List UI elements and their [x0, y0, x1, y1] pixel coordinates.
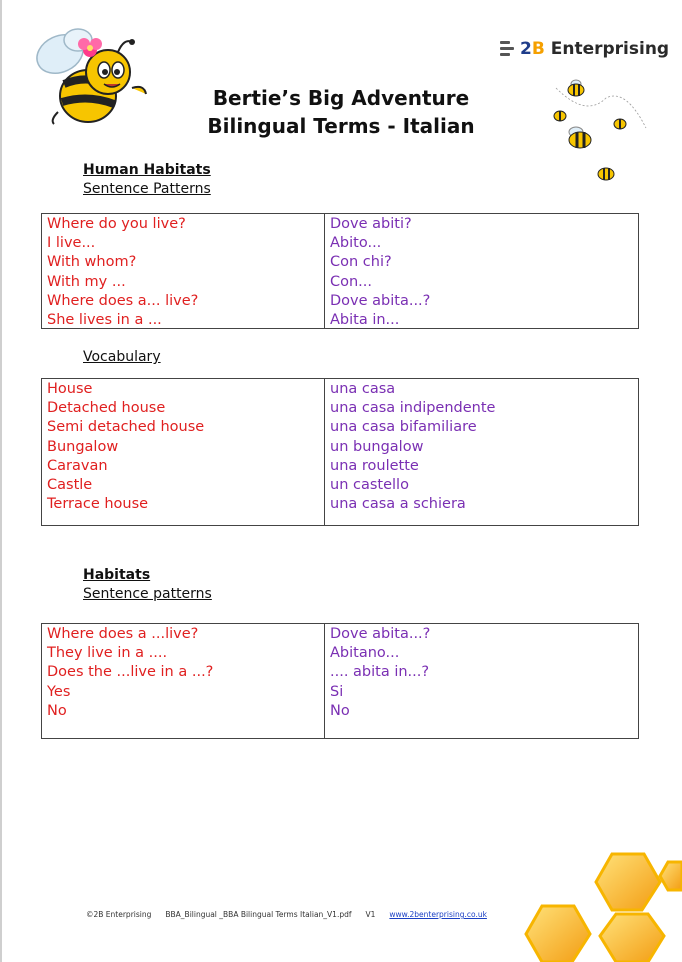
- title-line-1: Bertie’s Big Adventure: [212, 86, 470, 110]
- italian-term: Abita in...: [330, 312, 400, 329]
- italian-term: .... abita in...?: [330, 664, 430, 681]
- english-term: Where does a... live?: [47, 292, 199, 309]
- italian-term: No: [330, 702, 350, 719]
- english-term: Yes: [47, 683, 71, 700]
- italian-term: una casa a schiera: [330, 496, 466, 513]
- footer-filename: BBA_Bilingual _BBA Bilingual Terms Italian_V1.pdf: [165, 910, 352, 919]
- italian-term: Dove abiti?: [330, 216, 412, 232]
- section-heading-habitats: Habitats: [83, 567, 151, 583]
- italian-column: [325, 214, 638, 328]
- terms-table-vocabulary: [41, 378, 639, 526]
- english-term: Bungalow: [47, 438, 119, 455]
- italian-term: una casa indipendente: [330, 400, 496, 417]
- english-term: They live in a ....: [47, 645, 168, 662]
- italian-term: Con chi?: [330, 254, 392, 271]
- english-term: She lives in a ...: [47, 312, 162, 329]
- section-subheading-sentence-patterns-2: Sentence patterns: [83, 586, 212, 602]
- english-term: Where do you live?: [47, 216, 186, 232]
- english-term: Caravan: [47, 457, 108, 474]
- english-term: Does the ...live in a ...?: [47, 664, 214, 681]
- italian-term: Abitano...: [330, 645, 400, 662]
- english-column: [42, 214, 325, 328]
- italian-term: Abito...: [330, 235, 382, 252]
- english-term: House: [47, 381, 93, 397]
- italian-term: Si: [330, 683, 344, 700]
- english-term: No: [47, 702, 67, 719]
- english-term: Where does a ...live?: [47, 626, 199, 642]
- honeycomb-decoration: [512, 850, 682, 962]
- english-column: [42, 624, 325, 738]
- italian-term: un castello: [330, 477, 409, 494]
- english-term: Terrace house: [47, 496, 149, 513]
- document-title: [180, 84, 502, 140]
- section-subheading-vocabulary: Vocabulary: [83, 349, 161, 365]
- english-term: With whom?: [47, 254, 137, 271]
- page-edge: [0, 0, 2, 962]
- english-term: With my ...: [47, 273, 126, 290]
- logo-bars-icon: [500, 38, 518, 60]
- italian-column: [325, 624, 638, 738]
- page-footer: [86, 910, 487, 919]
- english-term: I live...: [47, 235, 96, 252]
- section-heading-human-habitats: Human Habitats: [83, 162, 211, 178]
- footer-version: V1: [365, 910, 376, 919]
- italian-column: [325, 379, 638, 525]
- italian-term: Dove abita...?: [330, 292, 431, 309]
- title-line-2: Bilingual Terms - Italian: [207, 114, 475, 138]
- footer-website-link[interactable]: www.2benterprising.co.uk: [389, 910, 487, 919]
- italian-term: Con...: [330, 273, 373, 290]
- english-column: [42, 379, 325, 525]
- section-subheading-sentence-patterns: Sentence Patterns: [83, 181, 211, 197]
- flying-bees-illustration: [546, 78, 656, 188]
- terms-table-habitats: [41, 623, 639, 739]
- italian-term: Dove abita...?: [330, 626, 431, 642]
- bertie-bee-mascot: [28, 24, 158, 132]
- brand-logo: [500, 36, 669, 62]
- english-term: Detached house: [47, 400, 166, 417]
- italian-term: una casa: [330, 381, 396, 397]
- footer-copyright: ©2B Enterprising: [86, 910, 152, 919]
- logo-text: 2B Enterprising: [520, 39, 670, 59]
- italian-term: una roulette: [330, 457, 419, 474]
- english-term: Semi detached house: [47, 419, 205, 436]
- italian-term: un bungalow: [330, 438, 424, 455]
- italian-term: una casa bifamiliare: [330, 419, 477, 436]
- terms-table-human-habitats: [41, 213, 639, 329]
- english-term: Castle: [47, 477, 93, 494]
